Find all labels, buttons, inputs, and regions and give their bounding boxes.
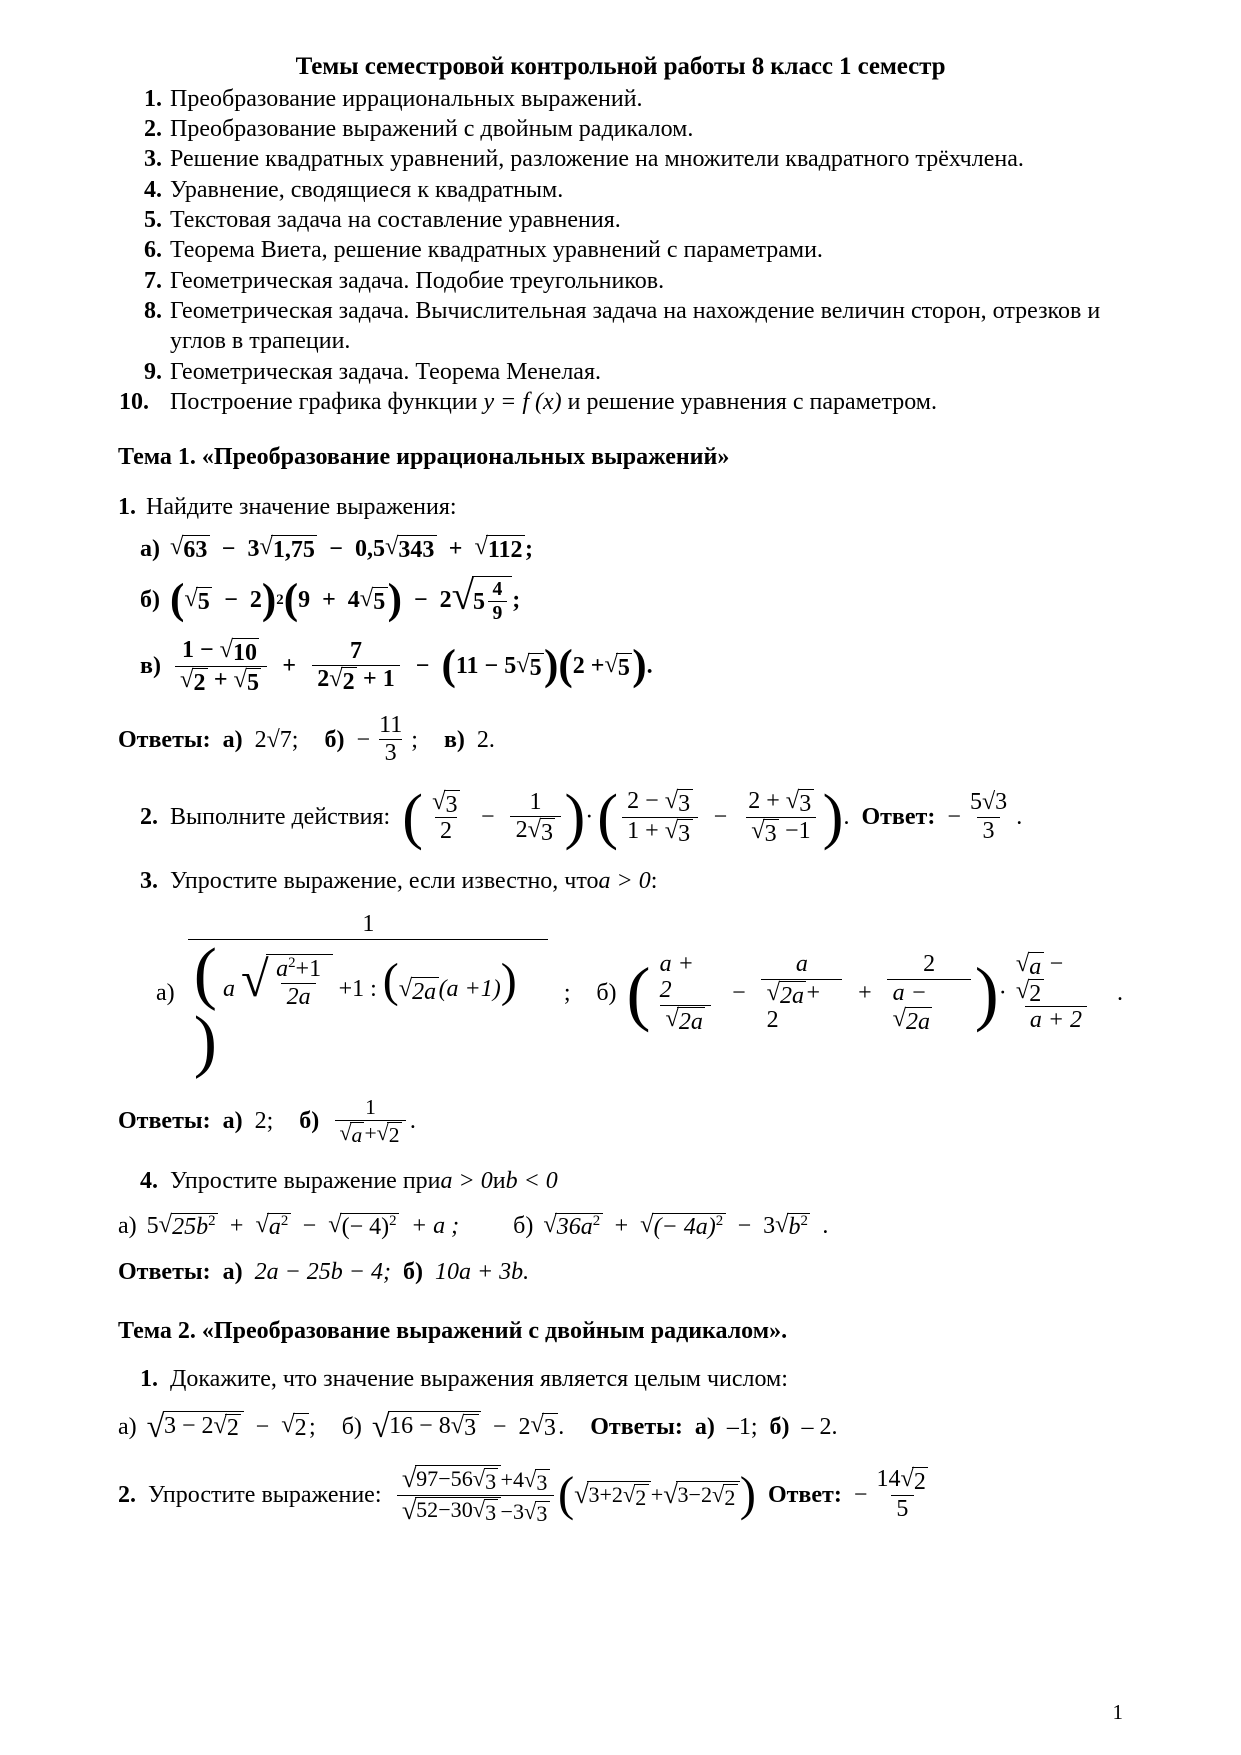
list-item [118, 387, 1123, 417]
list-item-number: 5. [144, 206, 162, 233]
task-number: 2. [140, 804, 158, 831]
answer-value-v: 2. [476, 726, 495, 753]
answer-label-a: а) [222, 1259, 243, 1286]
answer-value-a: 2; [254, 1108, 274, 1135]
coefficient: 2 [439, 586, 452, 613]
formula-v: 1 − √ 10 √ 2 + √ 5 + 7 2 √ 2 + 1 − ( 11 − 5 √ 5 ) ( 2 + √ 5 ) . [171, 638, 653, 695]
list-item-label: Текстовая задача на составление уравнения. [170, 206, 621, 233]
list-item [118, 144, 1123, 174]
formula-t2-2: √ 97−56 √ 3 +4 √ 3 √ 52−30 √ 3 −3 √ 3 ( √ 3+2 √ 2 + √ 3−2 √ 2 ) [393, 1465, 755, 1525]
list-item [118, 296, 1123, 357]
answer-label-a: а) [222, 726, 243, 753]
page-number: 1 [1112, 1700, 1123, 1724]
answer-label-a: а) [222, 1108, 243, 1135]
task-number: 2. [118, 1482, 136, 1509]
answer-label-b: б) [769, 1413, 790, 1440]
operand: 9 [298, 586, 311, 613]
answer-value: − 14 √ 2 5 [854, 1467, 938, 1523]
item-label-a: а) [118, 1413, 137, 1440]
task-prompt: Выполните действия: [170, 804, 391, 831]
coefficient: 0,5 [354, 535, 385, 562]
answer-label: Ответ: [861, 804, 936, 831]
radicand: 5 $\frac{4}{9}$ [472, 576, 513, 624]
task-prompt: Упростите выражение при [170, 1168, 441, 1195]
list-item-number: 9. [144, 358, 162, 385]
answers-label: Ответы: [118, 726, 211, 753]
numerator: 7 [349, 637, 362, 664]
formula-3b: ( a + 2 √ 2a − a √ 2a + 2 + 2 a − √ 2a ) · √ a − √ 2 a + 2 . [626, 949, 1124, 1035]
answer-value-a: 2√7; [254, 726, 299, 753]
list-item-number: 6. [144, 237, 162, 264]
theme1-task3-formulas [118, 911, 1124, 1081]
theme1-task4-formulas [118, 1210, 1123, 1241]
denominator: √ 2 + √ 5 [175, 666, 267, 695]
item-label-b: б) [596, 979, 617, 1006]
list-item-label: Решение квадратных уравнений, разложение на множители квадратного трёхчлена. [170, 146, 1024, 173]
task-prompt: Докажите, что значение выражения является целым числом: [170, 1366, 788, 1393]
task-number: 1. [118, 494, 136, 521]
radicand: 1,75 [271, 535, 317, 562]
theme1-task3-answers [118, 1096, 1123, 1146]
theme1-heading: Тема 1. «Преобразование иррациональных выражений» [118, 444, 730, 471]
formula-3a: 1 ( a √ $\frac{a^2+1}{2a}$ +1 : ( √ 2a (a +1)) ) ; [185, 912, 597, 1074]
answers-label: Ответы: [118, 1259, 211, 1286]
list-item-label: Уравнение, сводящиеся к квадратным. [170, 176, 564, 203]
theme2-heading: Тема 2. «Преобразование выражений с двойным радикалом». [118, 1318, 788, 1345]
coefficient: 3 [247, 535, 260, 562]
radicand: 63 [182, 535, 210, 562]
answer-value-a: –1; [726, 1413, 758, 1440]
list-item-label: Преобразование выражений с двойным радикалом. [170, 115, 694, 142]
list-item-label: Теорема Виета, решение квадратных уравнений с параметрами. [170, 237, 823, 264]
answer-value-a: 2a − 25b − 4; [254, 1259, 391, 1286]
theme2-task1 [118, 1366, 1123, 1392]
formula-4b: √ $36a^2$ + √ (− 4a)$^2$ − 3 √ $b^2$ . [543, 1210, 829, 1241]
list-item-label: Преобразование иррациональных выражений. [170, 85, 643, 112]
answer-value-b: – 2. [801, 1413, 838, 1440]
list-item-label: Геометрическая задача. Теорема Менелая. [170, 358, 601, 385]
theme1-task1-item-a [118, 535, 1123, 562]
item-label-a: а) [156, 979, 175, 1006]
answer-label-b: б) [402, 1259, 423, 1286]
condition-b: b < 0 [505, 1168, 558, 1195]
page-title: Темы семестровой контрольной работы 8 класс 1 семестр [295, 53, 946, 80]
answer-value-b: 10a + 3b. [434, 1259, 530, 1286]
radicand: 5 [372, 587, 388, 614]
theme1-task4: 4. Упростите выражение при a > 0 и b < 0 [140, 1168, 558, 1195]
task-number: 1. [140, 1366, 158, 1393]
list-item-label: Геометрическая задача. Вычислительная задача на нахождение величин сторон, отрезков и углов в трапеции. [170, 298, 1101, 355]
theme1-task1 [118, 494, 1123, 521]
item-label-b: б) [140, 586, 160, 613]
denominator: 2 √ 2 + 1 [312, 665, 400, 694]
operand: 2 [249, 586, 262, 613]
coefficient: 4 [347, 586, 360, 613]
theme1-task1-item-b [118, 573, 1123, 624]
list-item [118, 266, 1123, 296]
formula-task2: ( √ 3 2 − 1 2 √ 3 ) · ( 2 − √ 3 1 + √ 3 − 2 + √ 3 √ 3 −1 ) . [402, 782, 850, 852]
theme1-task3: 3. Упростите выражение, если известно, что a > 0 : [140, 867, 658, 894]
theme1-task4-answers [118, 1257, 1123, 1287]
radicand: 5 [196, 587, 212, 614]
list-item-number: 7. [144, 267, 162, 294]
theme1-task2 [118, 782, 1123, 852]
list-item [118, 84, 1123, 114]
theme1-task1-item-v [118, 638, 1123, 695]
answer-value-b: 1 √ a + √ 2 . [331, 1096, 416, 1146]
task-prompt: Найдите значение выражения: [146, 494, 457, 521]
list-item [118, 357, 1123, 387]
list-item-number: 4. [144, 176, 162, 203]
inline-formula: y = f (x) [483, 389, 562, 416]
topics-list [118, 84, 1123, 418]
answer-value: − $\frac{5√3}{3}$ . [947, 789, 1023, 844]
list-item-label: Построение графика функции y = f (x) и решение уравнения с параметром. [170, 389, 937, 416]
formula-t2-1b: √ 16 − 8 √ 3 − 2 √ 3 . [371, 1408, 565, 1445]
item-label-b: б) [513, 1212, 534, 1239]
item-label-a: а) [118, 1212, 137, 1239]
radicand: 112 [486, 535, 525, 562]
condition-a: a > 0 [440, 1168, 493, 1195]
item-label-b: б) [341, 1413, 362, 1440]
formula-a: √ 63 − 3 √ 1,75 − 0,5 √ 343 + √ 112 ; [170, 533, 533, 564]
list-item-number: 2. [144, 115, 162, 142]
formula-4a: 5 √ $25b^2$ + √ $a^2$ − √ (− 4)$^2$ + a ; [146, 1210, 460, 1241]
list-item [118, 175, 1123, 205]
numerator: 1 − √ 10 [177, 638, 265, 666]
answers-label: Ответы: [590, 1413, 683, 1440]
list-item-label: Геометрическая задача. Подобие треугольников. [170, 267, 665, 294]
task-number: 3. [140, 867, 158, 894]
item-label-v: в) [140, 653, 161, 680]
list-item-number: 10. [119, 389, 149, 416]
list-item-number: 8. [144, 298, 162, 325]
list-item [118, 235, 1123, 265]
task-prompt: Упростите выражение: [148, 1482, 382, 1509]
answer-label-b: б) [324, 726, 345, 753]
radicand: 343 [397, 535, 437, 562]
theme1-task1-answers: Ответы: а) 2√7; б) − $\frac{11}{3}$ ; в) 2. [118, 711, 495, 767]
item-label-a: а) [140, 535, 160, 562]
list-item-number: 3. [144, 146, 162, 173]
answer-label-a: а) [694, 1413, 715, 1440]
answer-label-b: б) [299, 1108, 320, 1135]
list-item-number: 1. [144, 85, 162, 112]
list-item [118, 205, 1123, 235]
answer-label-v: в) [443, 726, 465, 753]
theme2-task2 [118, 1465, 1123, 1525]
list-item [118, 114, 1123, 144]
task-number: 4. [140, 1168, 158, 1195]
task-condition: a > 0 [598, 867, 651, 894]
formula-b: ( √ 5 − 2 ) 2 ( 9 + 4 √ 5 ) − 2 √ 5 $\frac{4}{9}$ ; [170, 573, 521, 624]
task-prompt: Упростите выражение, если известно, что [170, 867, 599, 894]
answers-label: Ответы: [118, 1108, 211, 1135]
formula-t2-1a: √ 3 − 2 √ 2 − √ 2 ; [146, 1408, 316, 1445]
theme2-task1-formulas [118, 1408, 1123, 1445]
answer-label: Ответ: [767, 1482, 842, 1509]
